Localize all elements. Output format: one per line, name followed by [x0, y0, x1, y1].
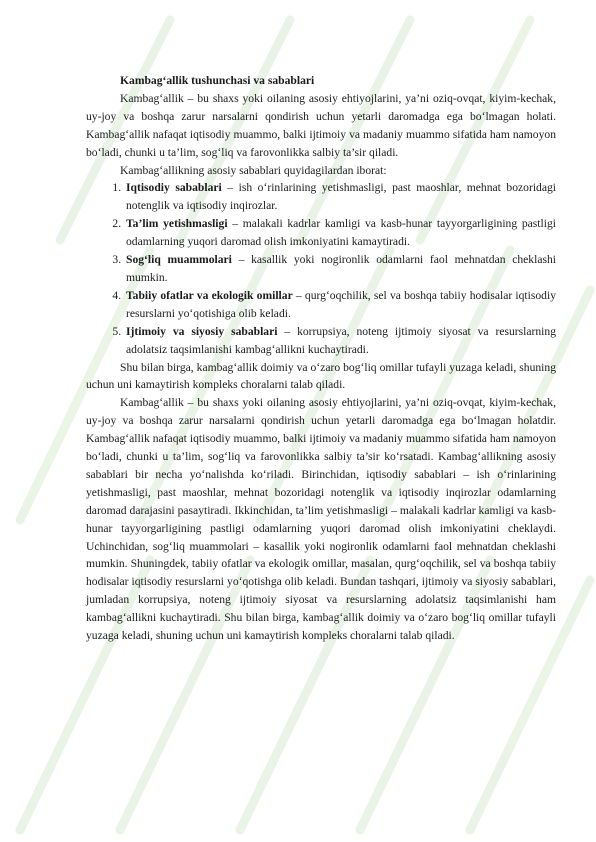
list-item [124, 251, 556, 287]
cause-text: – qurg‘oqchilik, sel va boshqa tabiiy hodisalar iqtisodiy resurslarni yo‘qotishiga olib keladi. [126, 288, 556, 320]
causes-intro: Kambag‘allikning asosiy sabablari quyidagilardan iborat: [120, 163, 387, 177]
causes-list [86, 179, 556, 358]
cause-text: – ish o‘rinlarining yetishmasligi, past maoshlar, mehnat bozoridagi notenglik va iqtisodiy inqirozlar. [126, 181, 556, 213]
cause-term: Tabiiy ofatlar va ekologik omillar [126, 288, 293, 302]
cause-term: Ijtimoiy va siyosiy sabablari [126, 324, 278, 338]
document-page [86, 72, 556, 645]
cause-text: – kasallik yoki nogironlik odamlarni faol mehnatdan cheklashi mumkin. [126, 253, 557, 284]
list-item [124, 323, 556, 359]
cause-text: – malakali kadrlar kamligi va kasb-hunar tayyorgarligining pastligi odamlarning yuqori daromad olish imkoniyatini kamaytiradi. [126, 217, 556, 249]
summary-paragraph: Kambag‘allik – bu shaxs yoki oilaning asosiy ehtiyojlarini, ya’ni oziq-ovqat, kiyim-kechak, uy-joy va boshqa zarur narsalarni qondirish uchun yetarli daromadga ega bo‘lmagan holatdir. Kambag‘allik nafaqat iqtisodiy muammo, balki ijtimoiy va madaniy muammo sifatida ham namoyon bo‘ladi, chunki u ta’lim, sog‘liq va farovonlikka salbiy ta’sir ko‘rsatadi. Kambag‘allikning asosiy sabablari bir necha yo‘nalishda ko‘riladi. Birinchidan, iqtisodiy sabablari – ish o‘rinlarining yetishmasligi, past maoshlar, mehnat bozoridagi notenglik va iqtisodiy inqirozlar odamlarning daromad darajasini pasaytiradi. Ikkinchidan, ta’lim yetishmasligi – malakali kadrlar kamligi va kasb-hunar tayyorgarligining pastligi odamlarning yuqori daromad olish imkoniyatini cheklaydi. Uchinchidan, sog‘liq muammolari – kasallik yoki nogironlik odamlarni faol mehnatdan cheklashi mumkin. Shuningdek, tabiiy ofatlar va ekologik omillar, masalan, qurg‘oqchilik, sel va boshqa tabiiy hodisalar iqtisodiy resurslarni yo‘qotishga olib keladi. Bundan tashqari, ijtimoiy va siyosiy sabablari, jumladan korrupsiya, noteng ijtimoiy siyosat va resurslarning adolatsiz taqsimlanishi ham kambag‘allikni kuchaytiradi. Shu bilan birga, kambag‘allik doimiy va o‘zaro bog‘liq omillar tufayli yuzaga keladi, shuning uchun uni kamaytirish kompleks choralarni talab qiladi. [86, 396, 556, 643]
list-item [124, 179, 556, 215]
conclusion-paragraph: Shu bilan birga, kambag‘allik doimiy va o‘zaro bog‘liq omillar tufayli yuzaga keladi, shuning uchun uni kamaytirish kompleks choralarni talab qiladi. [86, 360, 556, 392]
cause-term: Ta’lim yetishmasligi [126, 217, 228, 231]
document-title: Kambag‘allik tushunchasi va sabablari [120, 74, 315, 87]
cause-text: – korrupsiya, noteng ijtimoiy siyosat va resurslarning adolatsiz taqsimlanishi kambag‘allikni kuchaytiradi. [126, 324, 556, 356]
cause-term: Iqtisodiy sabablari [126, 181, 222, 195]
cause-term: Sog‘liq muammolari [126, 253, 232, 267]
intro-paragraph: Kambag‘allik – bu shaxs yoki oilaning asosiy ehtiyojlarini, ya’ni oziq-ovqat, kiyim-kechak, uy-joy va boshqa zarur narsalarni qondirish uchun yetarli daromadga ega bo‘lmagan holati. Kambag‘allik nafaqat iqtisodiy muammo, balki ijtimoiy va madaniy muammo sifatida ham namoyon bo‘ladi, chunki u ta’lim, sog‘liq va farovonlikka salbiy ta’sir qiladi. [86, 91, 556, 159]
list-item [124, 215, 556, 251]
list-item [124, 287, 556, 323]
